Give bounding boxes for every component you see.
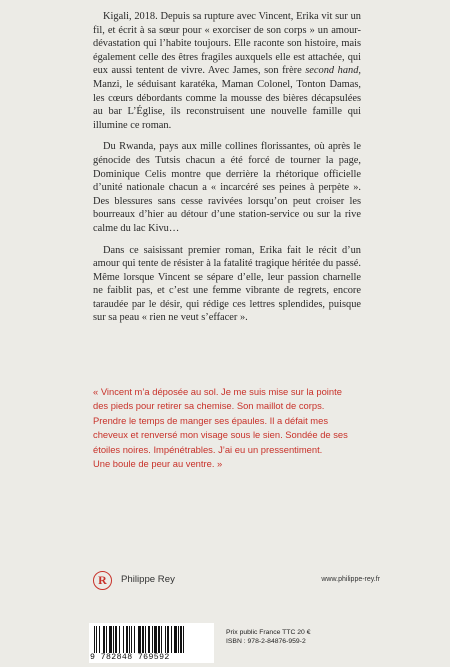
barcode-bar: [106, 626, 107, 653]
barcode-digits: 9 782848 769592: [90, 653, 170, 662]
quote-line: des pieds pour retirer sa chemise. Son maillot de corps.: [93, 400, 325, 412]
summary-paragraph-3: Dans ce saisissant premier roman, Erika fait le récit d’un amour qui tente de résister à la fatalité tragique héritée du passé. Même lorsque Vincent se sépare d’elle, leur passion charnelle ne faiblit pas, et c’est une femme vibrante de regrets, encore taraudée par le désir, qui rédige ces lettres splendides, puisque sur sa peau « rien ne veut s’effacer ».: [93, 244, 361, 324]
barcode-bar: [161, 626, 162, 653]
barcode-bar: [171, 626, 172, 653]
barcode-bar: [154, 626, 157, 653]
barcode-bar: [94, 626, 95, 653]
quote-line: étoiles noires. Impénétrables. J’ai eu un pressentiment.: [93, 443, 323, 455]
quote-line: Prendre le temps de manger ses épaules. Il a défait mes: [93, 414, 329, 426]
publisher-logo-icon: R: [93, 571, 112, 590]
excerpt-quote: [93, 385, 363, 471]
barcode-bar: [109, 626, 112, 653]
summary-paragraph-1: [93, 10, 361, 132]
price-block: [226, 628, 311, 646]
quote-line: cheveux et renversé mon visage sous le sien. Sondée de ses: [93, 429, 348, 441]
barcode-bars: [93, 626, 210, 653]
summary-paragraph-1-part-2: , Manzi, le séduisant karatéka, Maman Colonel, Tonton Damas, les cœurs débordants comme la mousse des bières décapsulées au bar L’Église, ils reconstruisent une nouvelle famille qui illumine ce roman.: [93, 65, 362, 131]
quote-line: Une boule de peur au ventre. »: [93, 458, 223, 470]
summary-italic-phrase: second hand: [305, 65, 359, 77]
barcode-bar: [134, 626, 135, 653]
barcode-bar: [123, 626, 124, 653]
barcode-bar: [96, 626, 97, 653]
barcode-bar: [158, 626, 160, 653]
barcode-bar: [119, 626, 120, 653]
barcode-bar: [183, 626, 184, 653]
barcode-bar: [167, 626, 169, 653]
publisher-url: www.philippe-rey.fr: [321, 576, 380, 583]
barcode-bar: [165, 626, 166, 653]
summary-paragraph-2: Du Rwanda, pays aux mille collines florissantes, où après le génocide des Tutsis chacun a été forcé de tourner la page, Dominique Celis montre que derrière la rhétorique officielle d’unité nationale chacun a « incarcéré ses peines à perpète ». Des blessures sans cesse ravivées lorsqu’on peut croiser les bourreaux d’hier au détour d’une station-service ou sur la rive calme du lac Kivu…: [93, 141, 361, 234]
barcode-bar: [152, 626, 153, 653]
barcode-bar: [178, 626, 179, 653]
summary-paragraph-1-part-1: Kigali, 2018. Depuis sa rupture avec Vincent, Erika vit sur un fil, et écrit à sa sœur pour « exorciser de son corps » un amour-dévastation qui l’habite toujours. Elle raconte son histoire, mais également celle des êtres fragiles auxquels elle est attachée, qui eux aussi tentent de vivre. Avec James, son frère: [93, 11, 361, 77]
isbn-label: ISBN : 978-2-84876-959-2: [226, 638, 306, 645]
barcode-bar: [138, 626, 141, 653]
price-label: Prix public France TTC 20 €: [226, 629, 311, 636]
barcode-bar: [129, 626, 130, 653]
barcode-bar: [174, 626, 177, 653]
barcode: [89, 623, 214, 663]
barcode-bar: [99, 626, 100, 653]
barcode-bar: [142, 626, 144, 653]
barcode-bar: [131, 626, 132, 653]
barcode-bar: [145, 626, 146, 653]
barcode-bar: [180, 626, 182, 653]
summary-text: [93, 10, 361, 333]
publisher-name: Philippe Rey: [121, 574, 175, 585]
barcode-bar: [126, 626, 128, 653]
barcode-bar: [113, 626, 114, 653]
publisher-block: [93, 571, 380, 593]
barcode-bar: [115, 626, 117, 653]
quote-line: « Vincent m’a déposée au sol. Je me suis mise sur la pointe: [93, 386, 342, 397]
barcode-bar: [103, 626, 105, 653]
barcode-bar: [148, 626, 150, 653]
